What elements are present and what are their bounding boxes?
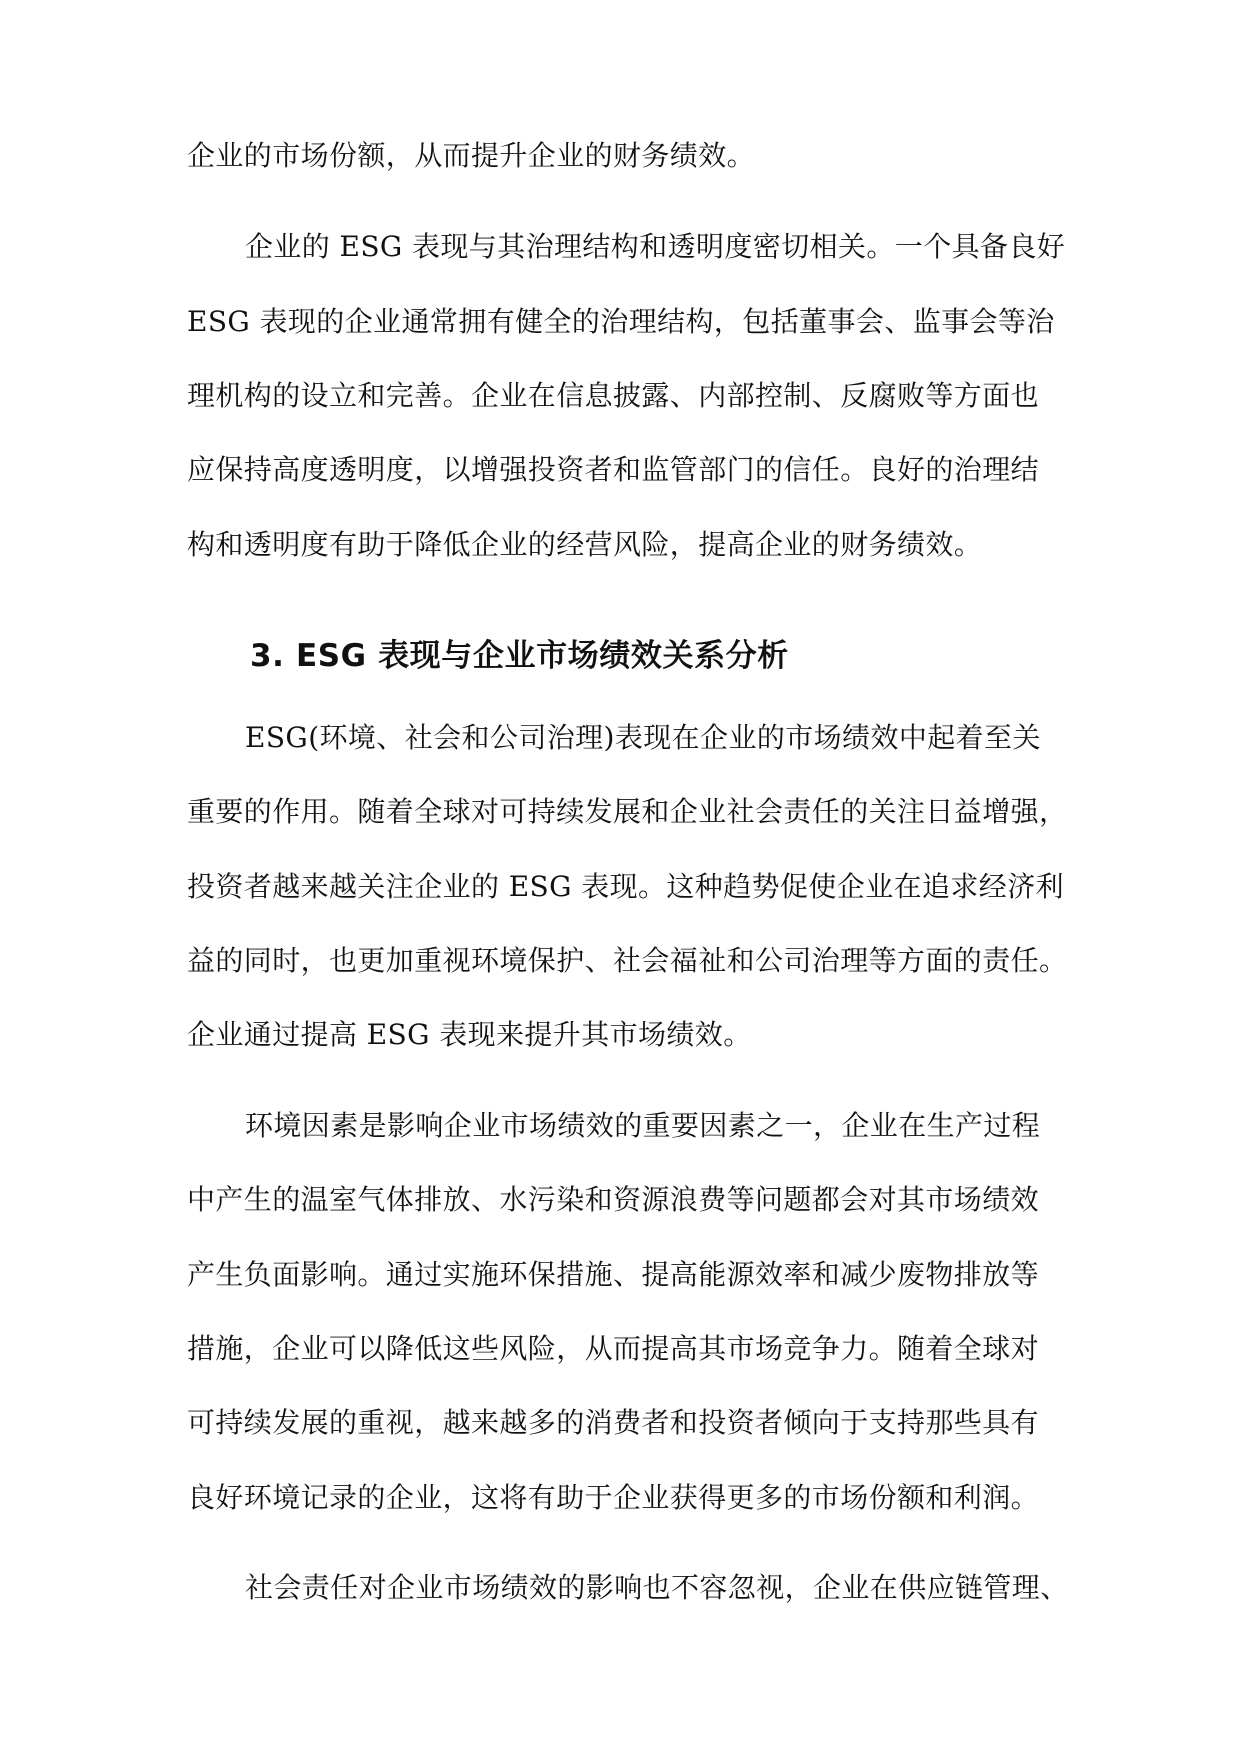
paragraph-2-line-4: 应保持高度透明度，以增强投资者和监管部门的信任。良好的治理结 bbox=[187, 453, 1040, 486]
paragraph-4-line-3: 产生负面影响。通过实施环保措施、提高能源效率和减少废物排放等 bbox=[187, 1258, 1040, 1291]
paragraph-3-line-4: 益的同时，也更加重视环境保护、社会福祉和公司治理等方面的责任。 bbox=[187, 944, 1068, 977]
paragraph-5-line-1: 社会责任对企业市场绩效的影响也不容忽视，企业在供应链管理、 bbox=[245, 1571, 1069, 1604]
paragraph-2-line-1: 企业的 ESG 表现与其治理结构和透明度密切相关。一个具备良好 bbox=[245, 230, 1066, 263]
paragraph-3-line-5: 企业通过提高 ESG 表现来提升其市场绩效。 bbox=[187, 1018, 752, 1051]
paragraph-4-line-4: 措施，企业可以降低这些风险，从而提高其市场竞争力。随着全球对 bbox=[187, 1332, 1040, 1365]
paragraph-3-line-3: 投资者越来越关注企业的 ESG 表现。这种趋势促使企业在追求经济利 bbox=[187, 870, 1064, 903]
section-heading: 3. ESG 表现与企业市场绩效关系分析 bbox=[250, 638, 789, 674]
paragraph-2-line-3: 理机构的设立和完善。企业在信息披露、内部控制、反腐败等方面也 bbox=[187, 379, 1040, 412]
paragraph-2-line-2: ESG 表现的企业通常拥有健全的治理结构，包括董事会、监事会等治 bbox=[187, 305, 1055, 338]
paragraph-3-line-2: 重要的作用。随着全球对可持续发展和企业社会责任的关注日益增强， bbox=[187, 795, 1068, 828]
paragraph-4-line-2: 中产生的温室气体排放、水污染和资源浪费等问题都会对其市场绩效 bbox=[187, 1183, 1040, 1216]
paragraph-1-line-1: 企业的市场份额，从而提升企业的财务绩效。 bbox=[187, 139, 756, 172]
paragraph-2-line-5: 构和透明度有助于降低企业的经营风险，提高企业的财务绩效。 bbox=[187, 528, 983, 561]
paragraph-4-line-1: 环境因素是影响企业市场绩效的重要因素之一，企业在生产过程 bbox=[245, 1109, 1041, 1142]
paragraph-4-line-5: 可持续发展的重视，越来越多的消费者和投资者倾向于支持那些具有 bbox=[187, 1406, 1040, 1439]
paragraph-4-line-6: 良好环境记录的企业，这将有助于企业获得更多的市场份额和利润。 bbox=[187, 1481, 1040, 1514]
paragraph-3-line-1: ESG(环境、社会和公司治理)表现在企业的市场绩效中起着至关 bbox=[245, 721, 1041, 754]
